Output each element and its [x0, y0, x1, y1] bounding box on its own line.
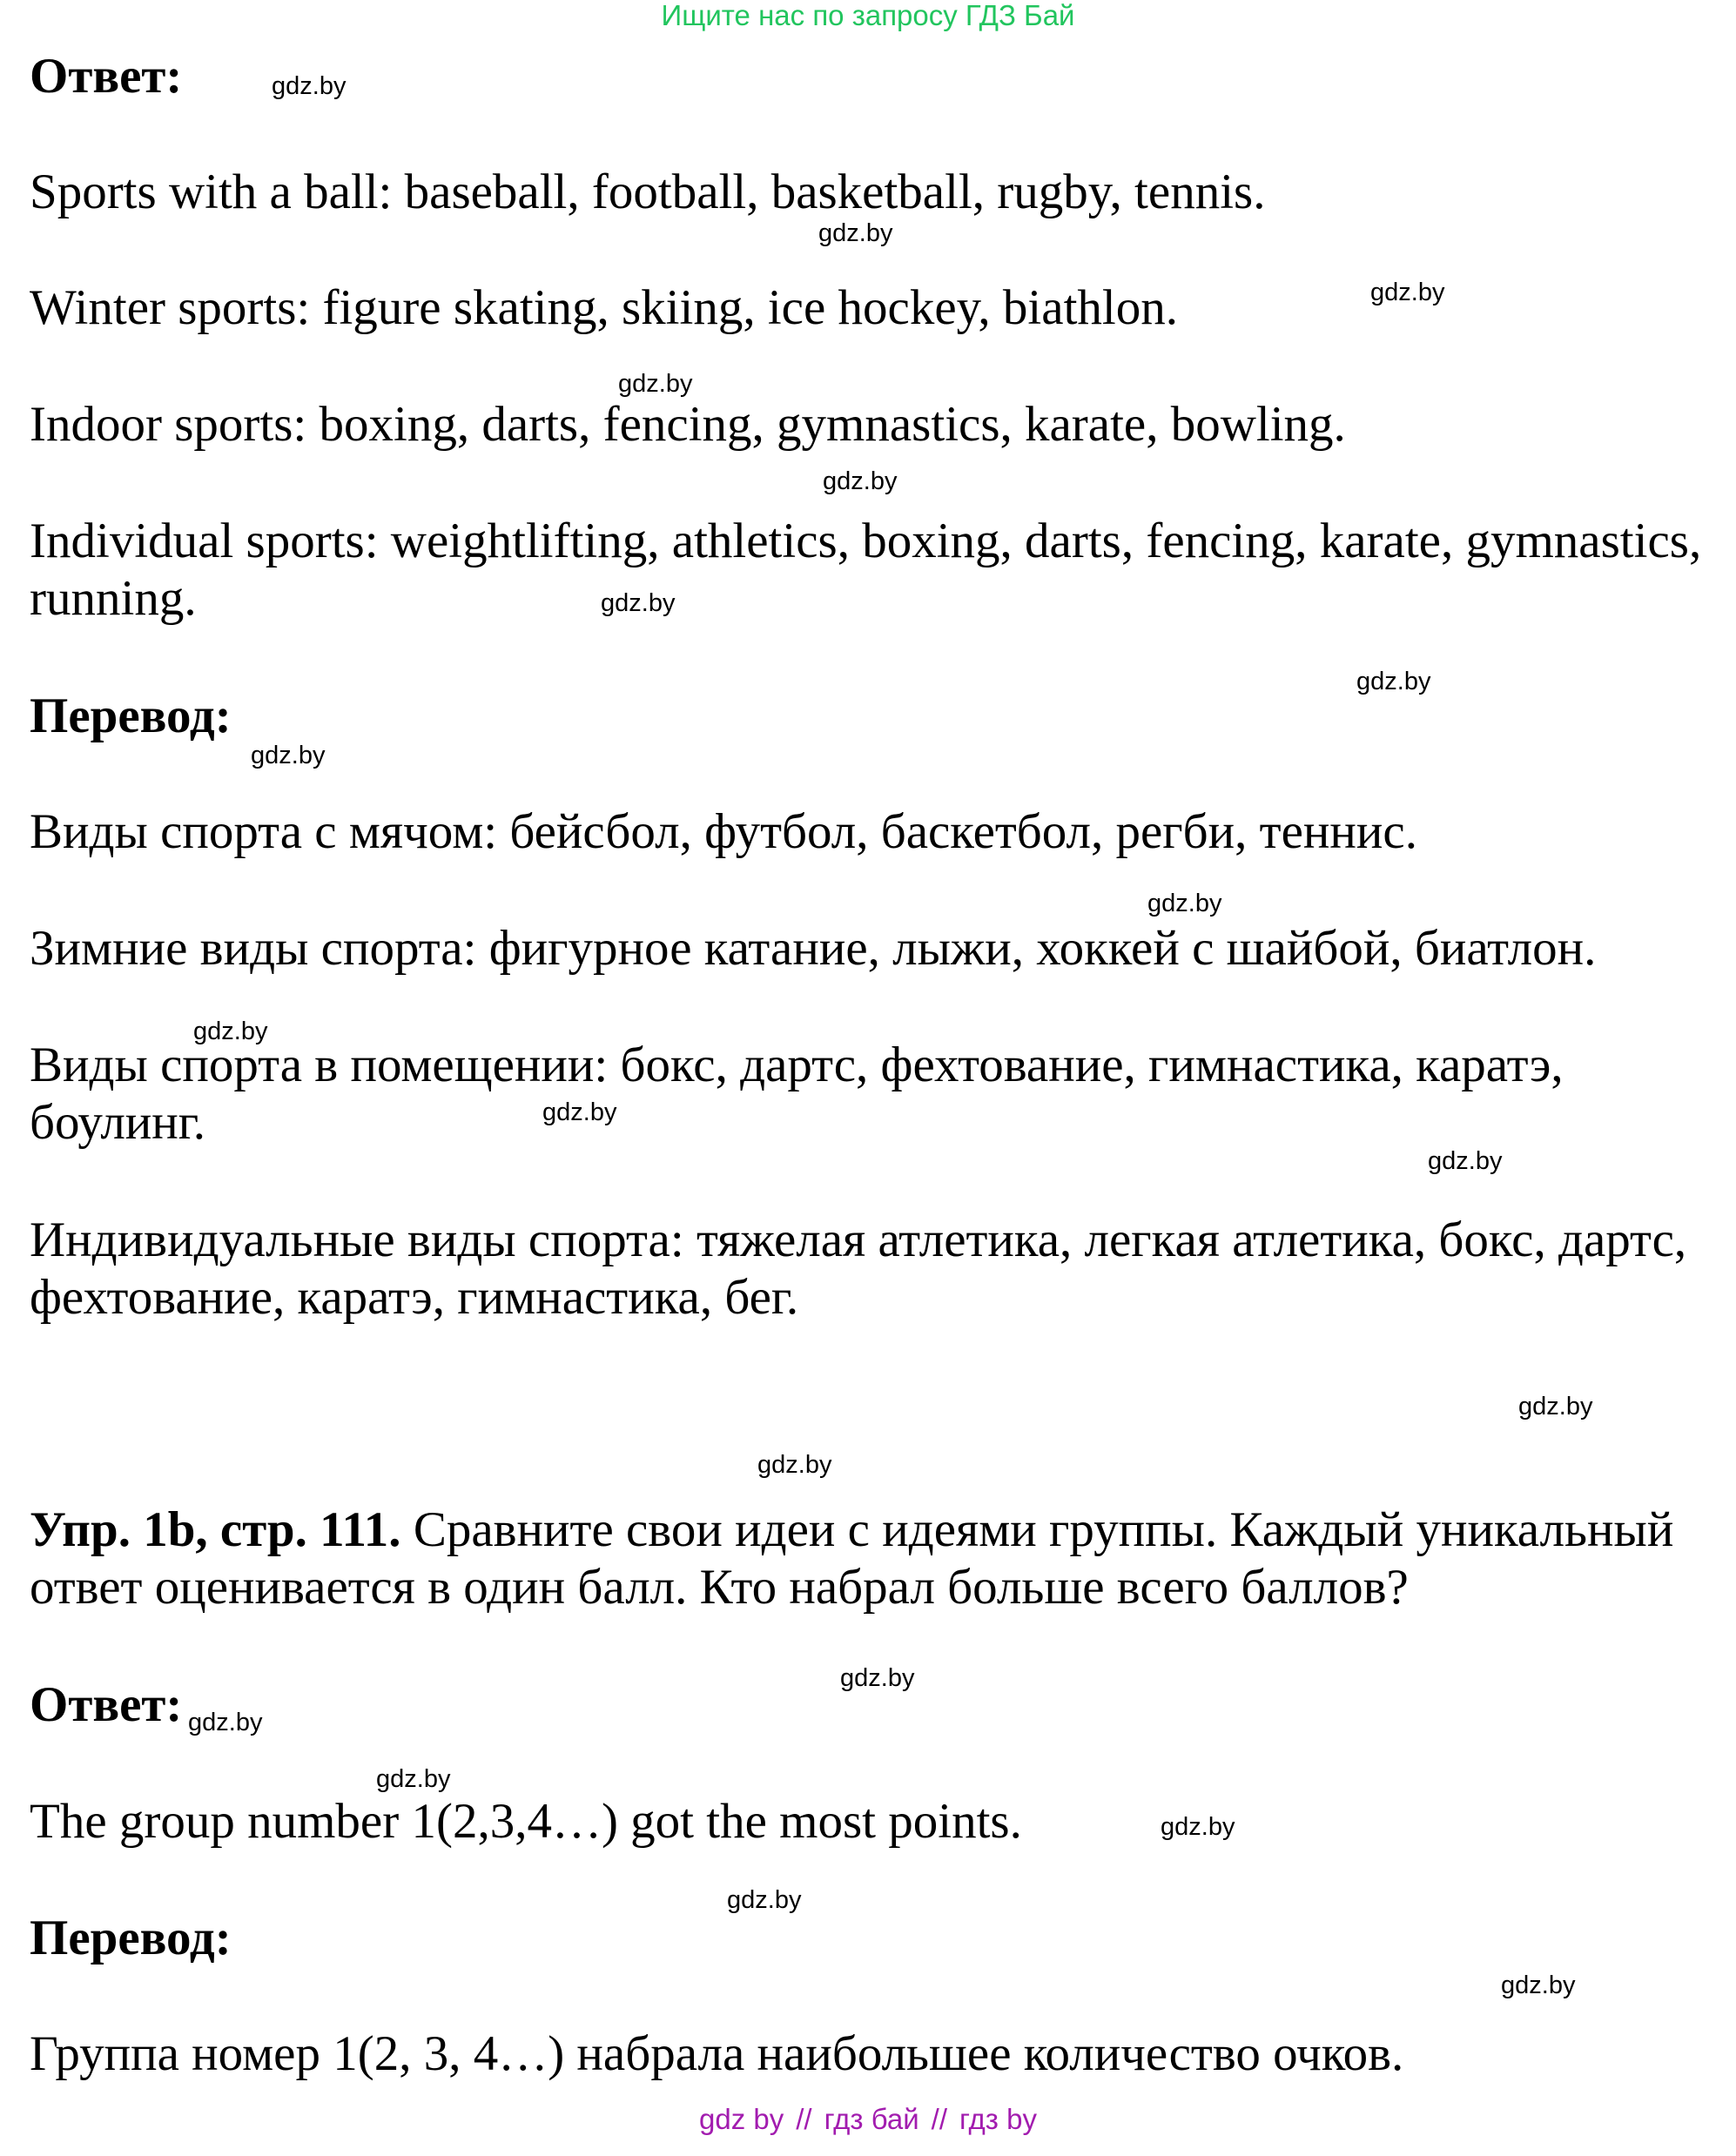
watermark: gdz.by — [1428, 1147, 1503, 1175]
footer-link-gdz-bai[interactable]: гдз бай — [824, 2103, 919, 2135]
watermark: gdz.by — [1161, 1813, 1235, 1841]
watermark: gdz.by — [193, 1018, 268, 1045]
footer-link-gdz-by-cyr[interactable]: гдз by — [959, 2103, 1037, 2135]
watermark: gdz.by — [618, 370, 693, 398]
translation-heading: Перевод: — [30, 688, 232, 743]
translation-line-indoor-sports: Виды спорта в помещении: бокс, дартс, фехтование, гимнастика, каратэ, боулинг. — [30, 1038, 1564, 1150]
watermark: gdz.by — [840, 1664, 915, 1692]
answer-line-sports-with-ball: Sports with a ball: baseball, football, basketball, rugby, tennis. — [30, 165, 1266, 219]
translation-line-winter-sports: Зимние виды спорта: фигурное катание, лыжи, хоккей с шайбой, биатлон. — [30, 921, 1597, 976]
footer-links — [0, 2101, 1736, 2138]
watermark: gdz.by — [251, 742, 326, 769]
watermark: gdz.by — [727, 1886, 802, 1914]
answer-line-individual-sports: Individual sports: weightlifting, athletics, boxing, darts, fencing, karate, gymnastics, running. — [30, 514, 1702, 626]
watermark: gdz.by — [1501, 1971, 1576, 1999]
exercise-task — [30, 1501, 1710, 1616]
answer-heading: Ответ: — [30, 49, 183, 104]
watermark: gdz.by — [757, 1451, 832, 1479]
footer-separator: // — [931, 2103, 947, 2135]
answer-line-winter-sports: Winter sports: figure skating, skiing, ice hockey, biathlon. — [30, 280, 1178, 335]
footer-link-gdz-by[interactable]: gdz by — [699, 2103, 784, 2135]
exercise-label: Упр. 1b, стр. 111. — [30, 1502, 401, 1557]
translation-line-individual-sports: Индивидуальные виды спорта: тяжелая атлетика, легкая атлетика, бокс, дартс, фехтование, каратэ, гимнастика, бег. — [30, 1212, 1687, 1325]
exercise-text: Сравните свои идеи с идеями группы. Каждый уникальный ответ оценивается в один балл. Кто набрал больше всего баллов? — [30, 1502, 1674, 1615]
answer-line-indoor-sports: Indoor sports: boxing, darts, fencing, gymnastics, karate, bowling. — [30, 397, 1346, 452]
watermark: gdz.by — [272, 72, 347, 100]
footer-separator: // — [796, 2103, 812, 2135]
watermark: gdz.by — [1147, 890, 1222, 917]
watermark: gdz.by — [542, 1098, 617, 1126]
watermark: gdz.by — [1518, 1393, 1593, 1421]
answer-text-2: The group number 1(2,3,4…) got the most points. — [30, 1794, 1022, 1849]
promo-banner[interactable]: Ищите нас по запросу ГДЗ Бай — [661, 0, 1075, 31]
translation-text-2: Группа номер 1(2, 3, 4…) набрала наибольшее количество очков. — [30, 2026, 1404, 2081]
answer-heading-2: Ответ: — [30, 1677, 183, 1732]
watermark: gdz.by — [1356, 668, 1431, 695]
watermark: gdz.by — [823, 467, 898, 495]
watermark: gdz.by — [818, 219, 893, 247]
translation-line-sports-with-ball: Виды спорта с мячом: бейсбол, футбол, баскетбол, регби, теннис. — [30, 804, 1417, 859]
watermark: gdz.by — [1370, 279, 1445, 306]
watermark: gdz.by — [188, 1709, 263, 1736]
translation-heading-2: Перевод: — [30, 1911, 232, 1965]
watermark: gdz.by — [601, 589, 676, 617]
watermark: gdz.by — [376, 1765, 451, 1793]
